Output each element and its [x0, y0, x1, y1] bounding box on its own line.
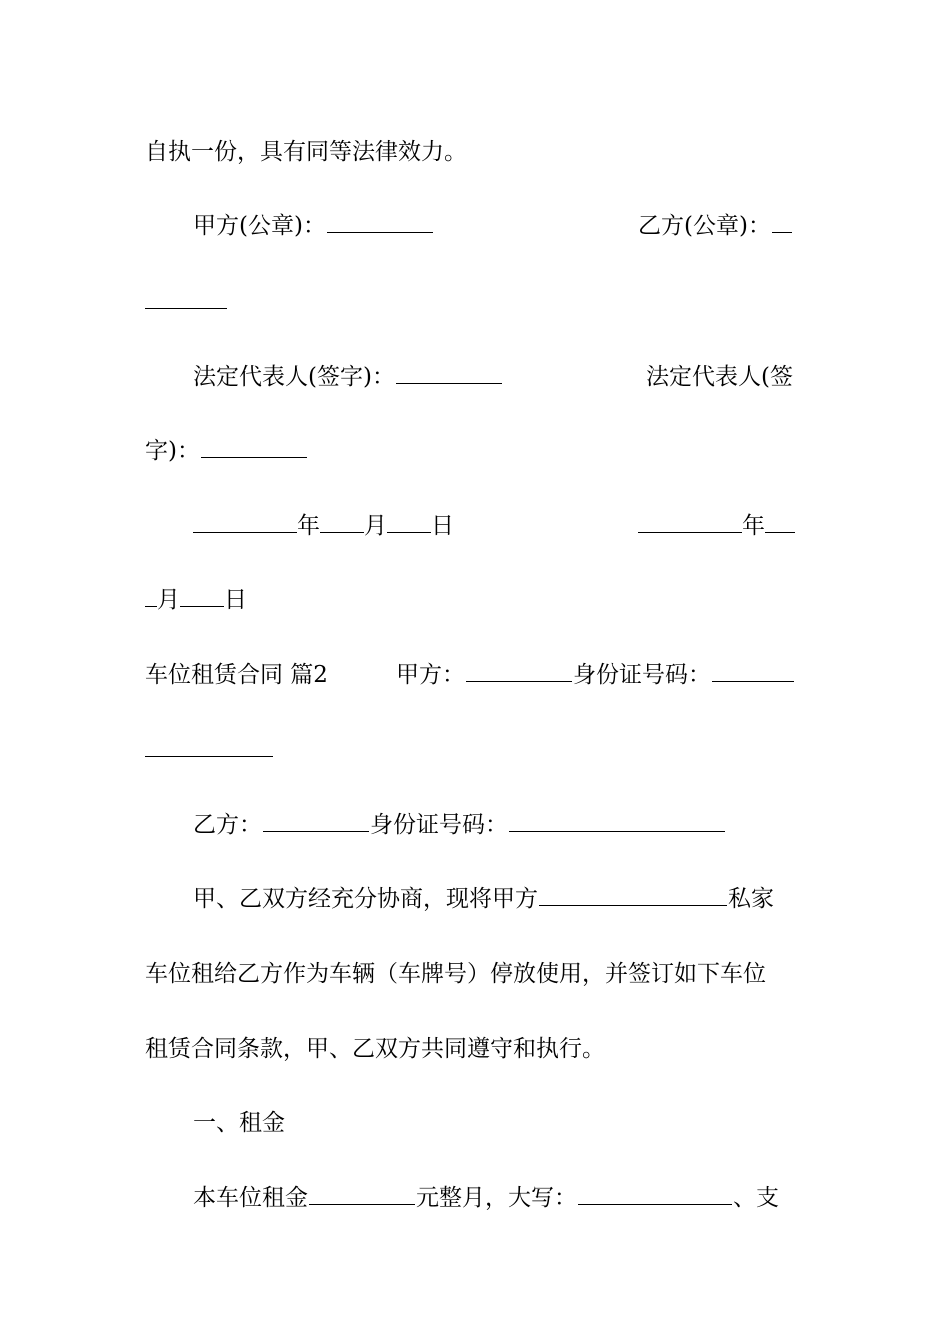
para1-start-text: 甲、乙双方经充分协商，现将甲方 — [193, 886, 538, 912]
party-b-id-label: 身份证号码： — [370, 812, 508, 838]
party-a-id-continuation — [145, 730, 273, 770]
legal-rep-b-label-part1: 法定代表人(签 — [646, 364, 793, 390]
rent-amount-blank — [309, 1178, 415, 1205]
date-b-month-blank-start — [765, 506, 795, 533]
party-b-id-blank — [509, 805, 725, 832]
rent-capital-blank — [578, 1178, 732, 1205]
legal-rep-b-continuation — [145, 431, 308, 471]
date-b-month-blank-end — [145, 580, 157, 607]
party-a-seal-blank — [327, 206, 433, 233]
date-b-continuation — [145, 580, 247, 620]
date-a-day-blank — [387, 506, 431, 533]
date-b-day-blank — [180, 580, 224, 607]
rent-line — [193, 1178, 779, 1218]
party-b-seal-label: 乙方(公章)： — [638, 213, 771, 239]
section2-title — [145, 655, 328, 695]
para1-line3 — [145, 1029, 805, 1069]
party-a-seal-label: 甲方(公章)： — [193, 213, 326, 239]
para1-line2 — [145, 954, 805, 994]
legal-rep-b-label-part2: 字)： — [145, 438, 200, 464]
date-a-month-blank — [320, 506, 364, 533]
party-b-seal-continuation — [145, 282, 227, 322]
para1-line1 — [193, 879, 774, 919]
legal-rep-a-label: 法定代表人(签字)： — [193, 364, 395, 390]
party-b-line — [193, 805, 726, 845]
date-a-year-label: 年 — [297, 513, 320, 539]
rent-start-text: 本车位租金 — [193, 1185, 308, 1211]
legal-rep-b-line — [646, 357, 793, 397]
para1-line3-text: 租赁合同条款，甲、乙双方共同遵守和执行。 — [145, 1036, 605, 1062]
party-a-id-label: 身份证号码： — [573, 662, 711, 688]
party-a-id-blank-start — [712, 655, 794, 682]
clause1-heading — [193, 1103, 285, 1143]
para1-line2-text: 车位租给乙方作为车辆（车牌号）停放使用，并签订如下车位 — [145, 961, 766, 987]
section2-title-text: 车位租赁合同 篇2 — [145, 662, 328, 688]
party-a-seal-line — [193, 206, 434, 246]
party-b-seal-blank-end — [145, 282, 227, 309]
date-b-day-label: 日 — [224, 587, 247, 613]
para1-blank — [539, 879, 727, 906]
date-b-month-label: 月 — [157, 587, 180, 613]
party-a-label: 甲方： — [396, 662, 465, 688]
clause1-heading-text: 一、租金 — [193, 1110, 285, 1136]
party-b-name-blank — [263, 805, 369, 832]
closing-sentence-text: 自执一份，具有同等法律效力。 — [145, 139, 467, 165]
party-a-line — [396, 655, 795, 695]
legal-rep-b-blank — [201, 431, 307, 458]
legal-rep-a-line — [193, 357, 503, 397]
date-b-line — [638, 506, 795, 546]
date-a-day-label: 日 — [431, 513, 454, 539]
date-b-year-label: 年 — [742, 513, 765, 539]
rent-mid-text: 元整月，大写： — [416, 1185, 577, 1211]
closing-sentence — [145, 132, 805, 172]
date-a-line — [193, 506, 454, 546]
party-b-seal-line — [638, 206, 793, 246]
party-b-label: 乙方： — [193, 812, 262, 838]
rent-end-text: 、支 — [733, 1185, 779, 1211]
date-b-year-blank — [638, 506, 742, 533]
party-a-name-blank — [466, 655, 572, 682]
para1-end-text: 私家 — [728, 886, 774, 912]
date-a-year-blank — [193, 506, 297, 533]
date-a-month-label: 月 — [364, 513, 387, 539]
party-b-seal-blank-start — [772, 206, 792, 233]
legal-rep-a-blank — [396, 357, 502, 384]
party-a-id-blank-end — [145, 730, 273, 757]
